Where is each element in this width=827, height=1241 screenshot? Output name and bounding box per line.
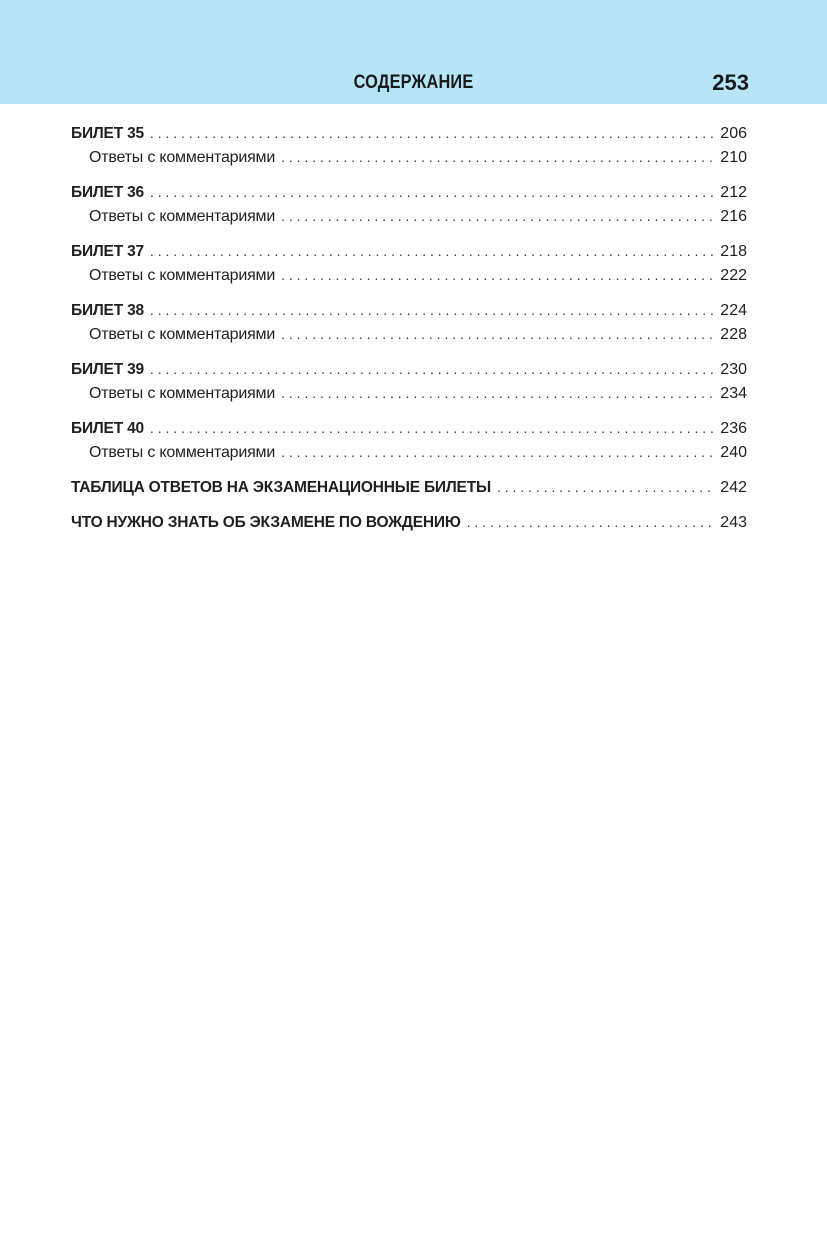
- leader-dots: [497, 475, 714, 499]
- toc-subentry[interactable]: [71, 322, 747, 346]
- toc-entry[interactable]: [71, 357, 747, 381]
- toc-subentry-title: Ответы с комментариями: [89, 326, 276, 343]
- toc-group-ticket-36: [71, 180, 747, 228]
- toc-entry-page: 212: [720, 184, 747, 201]
- toc-entry-title: БИЛЕТ 38: [71, 302, 144, 319]
- toc-entry-title: БИЛЕТ 40: [71, 420, 144, 437]
- toc-subentry-title: Ответы с комментариями: [89, 385, 276, 402]
- toc-subentry-page: 210: [720, 149, 747, 166]
- toc-entry-page: 236: [720, 420, 747, 437]
- toc-entry[interactable]: [71, 239, 747, 263]
- toc-subentry[interactable]: [71, 381, 747, 405]
- toc-entry-title: БИЛЕТ 35: [71, 125, 144, 142]
- table-of-contents: [71, 121, 747, 545]
- toc-subentry-title: Ответы с комментариями: [89, 267, 276, 284]
- toc-subentry-title: Ответы с комментариями: [89, 208, 276, 225]
- toc-entry[interactable]: [71, 180, 747, 204]
- leader-dots: [281, 145, 714, 169]
- leader-dots: [281, 322, 714, 346]
- toc-entry-page: 218: [720, 243, 747, 260]
- toc-entry-driving-exam[interactable]: [71, 510, 747, 534]
- toc-group-ticket-37: [71, 239, 747, 287]
- toc-entry-page: 206: [720, 125, 747, 142]
- leader-dots: [150, 180, 714, 204]
- toc-subentry-page: 222: [720, 267, 747, 284]
- leader-dots: [150, 357, 714, 381]
- toc-entry-title: БИЛЕТ 39: [71, 361, 144, 378]
- page-title: СОДЕРЖАНИЕ: [353, 72, 474, 93]
- toc-entry[interactable]: [71, 298, 747, 322]
- leader-dots: [467, 510, 715, 534]
- toc-subentry-page: 234: [720, 385, 747, 402]
- toc-entry-title: ТАБЛИЦА ОТВЕТОВ НА ЭКЗАМЕНАЦИОННЫЕ БИЛЕТЫ: [71, 479, 491, 496]
- toc-subentry[interactable]: [71, 263, 747, 287]
- toc-entry-page: 224: [720, 302, 747, 319]
- toc-subentry[interactable]: [71, 145, 747, 169]
- leader-dots: [150, 298, 714, 322]
- toc-subentry-title: Ответы с комментариями: [89, 149, 276, 166]
- toc-entry-title: БИЛЕТ 36: [71, 184, 144, 201]
- toc-group-ticket-35: [71, 121, 747, 169]
- leader-dots: [150, 416, 714, 440]
- toc-group-ticket-40: [71, 416, 747, 464]
- toc-subentry-page: 228: [720, 326, 747, 343]
- toc-entry[interactable]: [71, 416, 747, 440]
- leader-dots: [281, 204, 714, 228]
- toc-entry-title: ЧТО НУЖНО ЗНАТЬ ОБ ЭКЗАМЕНЕ ПО ВОЖДЕНИЮ: [71, 514, 461, 531]
- toc-entry-page: 242: [720, 479, 747, 496]
- leader-dots: [281, 263, 714, 287]
- toc-subentry-page: 240: [720, 444, 747, 461]
- toc-entry-page: 230: [720, 361, 747, 378]
- leader-dots: [281, 440, 714, 464]
- toc-entry-answers-table[interactable]: [71, 475, 747, 499]
- toc-entry[interactable]: [71, 121, 747, 145]
- toc-group-ticket-38: [71, 298, 747, 346]
- toc-group-ticket-39: [71, 357, 747, 405]
- toc-subentry[interactable]: [71, 440, 747, 464]
- toc-subentry-page: 216: [720, 208, 747, 225]
- toc-subentry-title: Ответы с комментариями: [89, 444, 276, 461]
- leader-dots: [150, 121, 714, 145]
- toc-entry-page: 243: [720, 514, 747, 531]
- toc-entry-title: БИЛЕТ 37: [71, 243, 144, 260]
- toc-subentry[interactable]: [71, 204, 747, 228]
- page-number: 253: [712, 70, 749, 95]
- leader-dots: [281, 381, 714, 405]
- leader-dots: [150, 239, 714, 263]
